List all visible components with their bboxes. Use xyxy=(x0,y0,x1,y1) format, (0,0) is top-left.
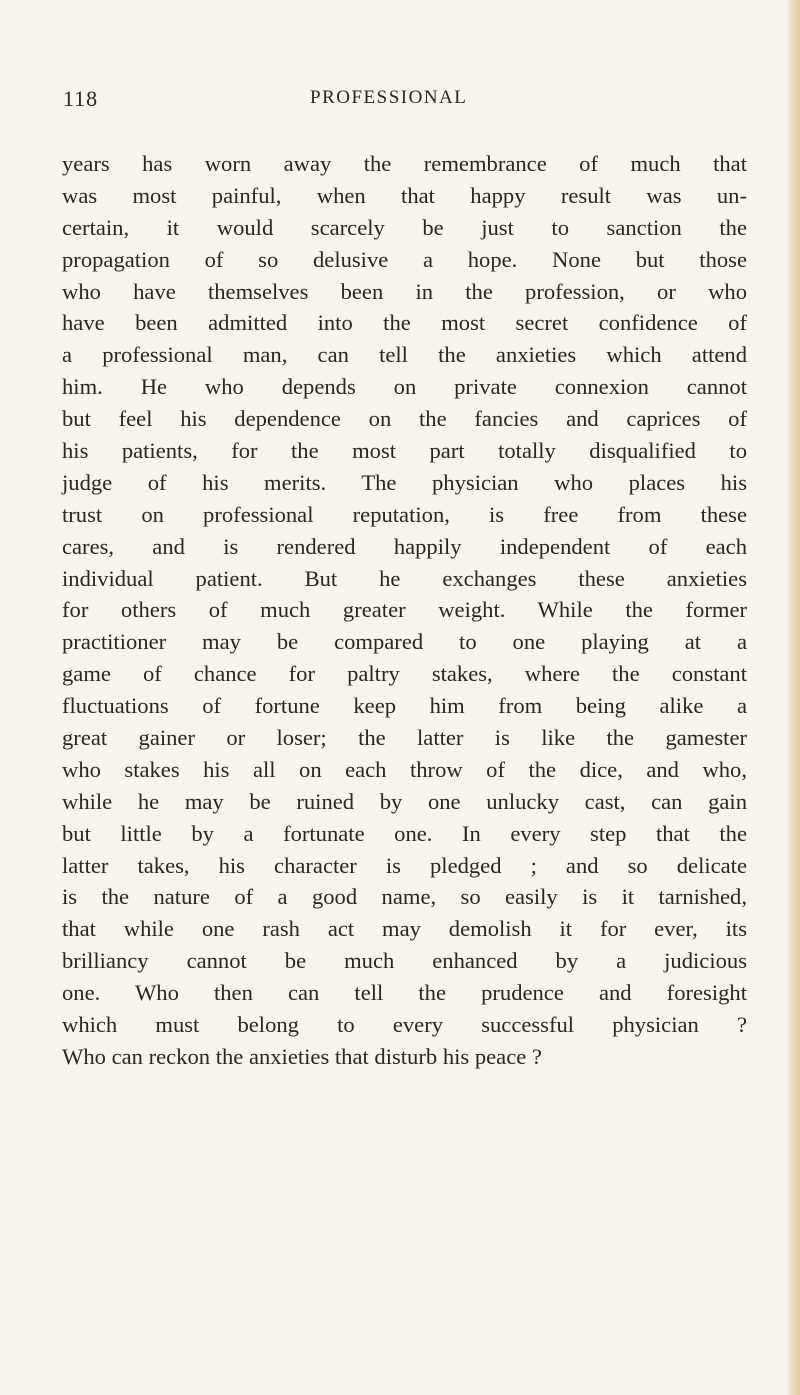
text-line: brilliancy cannot be much enhanced by a judicious xyxy=(62,948,747,974)
text-line: one. Who then can tell the prudence and foresight xyxy=(62,980,747,1006)
text-line: but little by a fortunate one. In every step that the xyxy=(62,820,747,846)
text-line: cares, and is rendered happily independent of each xyxy=(62,533,747,559)
text-line: his patients, for the most part totally disqualified to xyxy=(62,438,747,464)
text-line: was most painful, when that happy result was un- xyxy=(62,182,747,208)
page-number: 118 xyxy=(63,86,99,111)
body-text xyxy=(62,148,747,1073)
text-line: latter takes, his character is pledged ; and so delicate xyxy=(62,852,747,878)
text-line: who have themselves been in the profession, or who xyxy=(62,278,747,304)
text-line: great gainer or loser; the latter is like the gamester xyxy=(62,725,747,751)
text-line: Who can reckon the anxieties that disturb his peace ? xyxy=(62,1043,542,1069)
text-line: trust on professional reputation, is free from these xyxy=(62,501,747,527)
text-line: practitioner may be compared to one playing at a xyxy=(62,629,747,655)
text-line: that while one rash act may demolish it for ever, its xyxy=(62,916,747,942)
text-line: propagation of so delusive a hope. None but those xyxy=(62,246,747,272)
text-line: judge of his merits. The physician who places his xyxy=(62,469,747,495)
text-line: for others of much greater weight. While the former xyxy=(62,597,747,623)
text-line: have been admitted into the most secret confidence of xyxy=(62,310,747,336)
text-line: while he may be ruined by one unlucky cast, can gain xyxy=(62,788,747,814)
text-line: which must belong to every successful physician ? xyxy=(62,1012,747,1038)
running-head xyxy=(63,86,743,112)
page-edge xyxy=(786,0,800,1395)
text-line: individual patient. But he exchanges these anxieties xyxy=(62,565,747,591)
running-head-title: PROFESSIONAL xyxy=(310,87,468,108)
text-line: but feel his dependence on the fancies and caprices of xyxy=(62,406,747,432)
text-line: who stakes his all on each throw of the dice, and who, xyxy=(62,756,747,782)
text-line: certain, it would scarcely be just to sanction the xyxy=(62,214,747,240)
text-line: a professional man, can tell the anxieties which attend xyxy=(62,342,747,368)
text-line: game of chance for paltry stakes, where the constant xyxy=(62,661,747,687)
text-line: fluctuations of fortune keep him from being alike a xyxy=(62,693,747,719)
text-line: years has worn away the remembrance of much that xyxy=(62,151,747,176)
text-line: is the nature of a good name, so easily is it tarnished, xyxy=(62,884,747,910)
text-line: him. He who depends on private connexion cannot xyxy=(62,374,747,400)
